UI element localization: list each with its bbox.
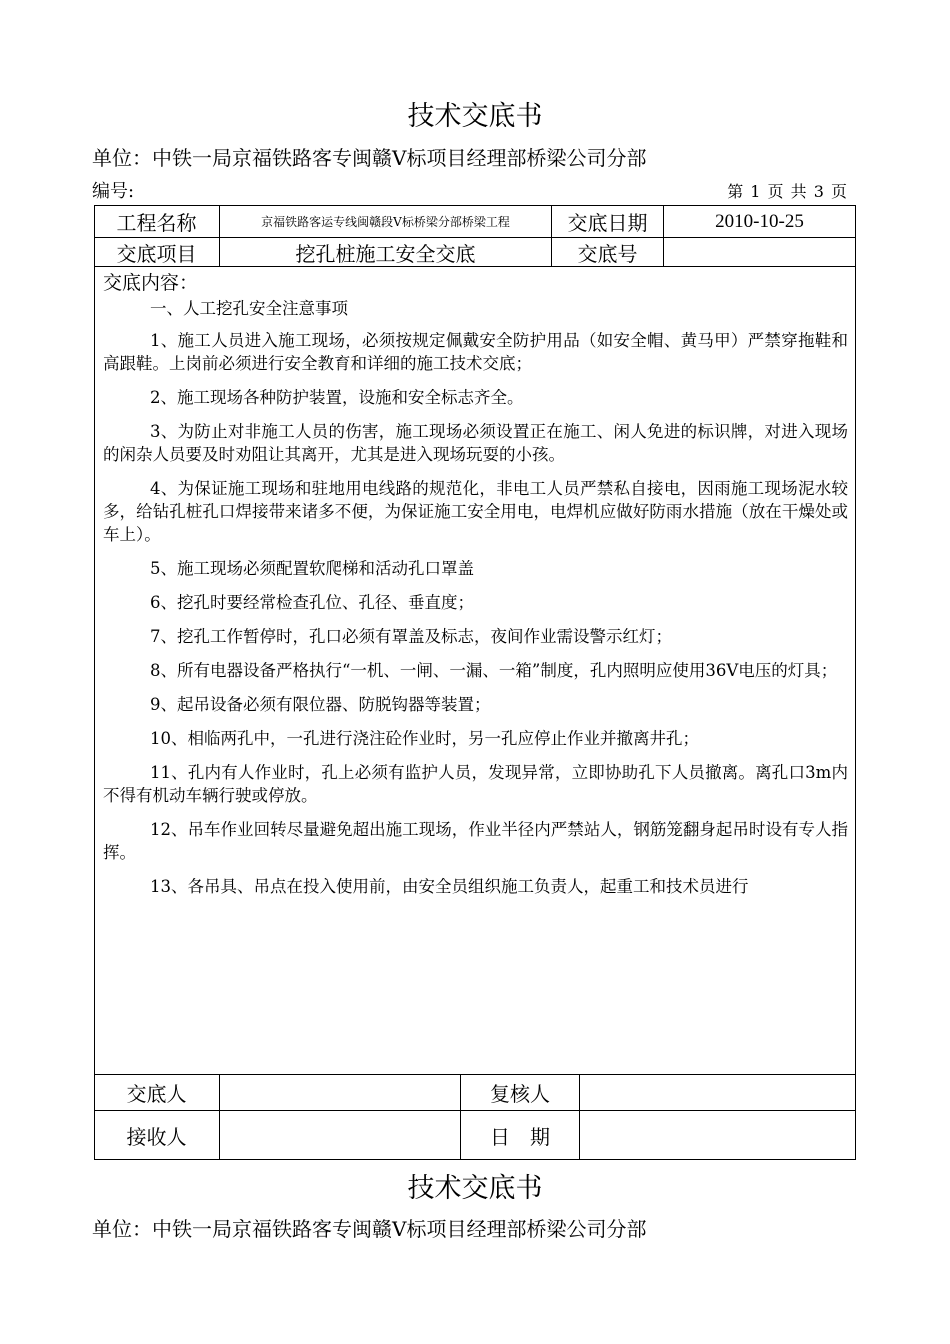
- list-item: 6、挖孔时要经常检查孔位、孔径、垂直度；: [150, 593, 474, 612]
- date-value: 2010-10-25: [715, 210, 804, 232]
- section-heading: 一、人工挖孔安全注意事项: [150, 299, 348, 318]
- number-value: [664, 238, 855, 266]
- unit-line: 单位：中铁一局京福铁路客专闽赣Ⅴ标项目经理部桥梁公司分部: [92, 146, 647, 170]
- list-item: 3、为防止对非施工人员的伤害，施工现场必须设置正在施工、闲人免进的标识牌，对进入现场的闲杂人员要及时劝阻让其离开，尤其是进入现场玩耍的小孩。: [103, 422, 848, 464]
- item-value: 挖孔桩施工安全交底: [295, 241, 476, 266]
- document-title: 技术交底书: [407, 101, 543, 132]
- list-item: 5、施工现场必须配置软爬梯和活动孔口罩盖: [150, 559, 474, 578]
- list-item: 10、相临两孔中，一孔进行浇注砼作业时，另一孔应停止作业并撤离井孔；: [150, 729, 699, 748]
- unit-line-page2: 单位：中铁一局京福铁路客专闽赣Ⅴ标项目经理部桥梁公司分部: [92, 1217, 647, 1241]
- list-item: 11、孔内有人作业时，孔上必须有监护人员，发现异常，立即协助孔下人员撤离。离孔口3m内不得有机动车辆行驶或停放。: [103, 763, 848, 805]
- list-item: 8、所有电器设备严格执行“一机、一闸、一漏、一箱”制度，孔内照明应使用36V电压的灯具；: [150, 661, 838, 680]
- discloser-signature-field[interactable]: [220, 1075, 460, 1110]
- discloser-label: 交底人: [126, 1082, 187, 1106]
- project-name-label: 工程名称: [116, 211, 197, 235]
- list-item: 7、挖孔工作暂停时，孔口必须有罩盖及标志，夜间作业需设警示红灯；: [150, 627, 672, 646]
- list-item: 9、起吊设备必须有限位器、防脱钩器等装置；: [150, 695, 491, 714]
- receiver-label: 接收人: [126, 1124, 187, 1149]
- list-item: 13、各吊具、吊点在投入使用前，由安全员组织施工负责人，起重工和技术员进行: [150, 877, 749, 896]
- reviewer-signature-field[interactable]: [580, 1075, 855, 1110]
- disclosure-content: [103, 297, 848, 909]
- list-item: 4、为保证施工现场和驻地用电线路的规范化，非电工人员严禁私自接电，因雨施工现场泥水较多，给钻孔桩孔口焊接带来诸多不便，为保证施工安全用电，电焊机应做好防雨水措施（放在干燥处或车上）。: [103, 479, 848, 544]
- number-label: 交底号: [577, 241, 638, 266]
- serial-label: 编号:: [92, 181, 135, 202]
- item-label: 交底项目: [116, 241, 197, 266]
- project-name-value: 京福铁路客运专线闽赣段Ⅴ标桥梁分部桥梁工程: [261, 215, 510, 229]
- serial-row: [92, 180, 848, 204]
- receiver-signature-field[interactable]: [220, 1111, 460, 1159]
- reviewer-label: 复核人: [490, 1082, 550, 1106]
- sign-date-field[interactable]: [580, 1111, 855, 1159]
- content-label: 交底内容：: [103, 272, 199, 294]
- page-info: 第 1 页 共 3 页: [727, 182, 848, 201]
- list-item: 1、施工人员进入施工现场，必须按规定佩戴安全防护用品（如安全帽、黄马甲）严禁穿拖鞋和高跟鞋。上岗前必须进行安全教育和详细的施工技术交底；: [103, 331, 848, 373]
- document-title-page2: 技术交底书: [407, 1173, 543, 1204]
- date-label: 交底日期: [567, 211, 648, 235]
- sign-date-label: 日 期: [490, 1124, 550, 1149]
- list-item: 2、施工现场各种防护装置，设施和安全标志齐全。: [150, 388, 524, 407]
- list-item: 12、吊车作业回转尽量避免超出施工现场，作业半径内严禁站人，钢筋笼翻身起吊时设有专人指挥。: [103, 820, 848, 862]
